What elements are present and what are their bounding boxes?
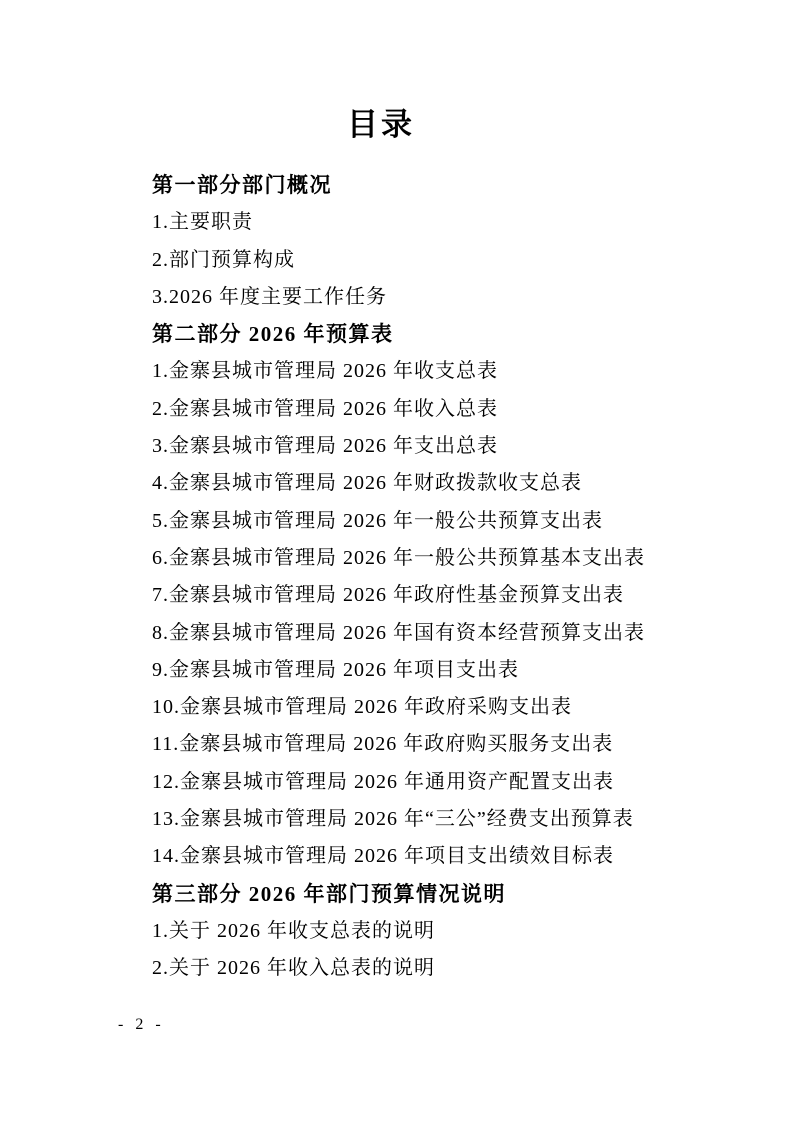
toc-item: 3.2026 年度主要工作任务 — [152, 285, 387, 308]
page-number: - 2 - — [118, 1016, 165, 1033]
toc-item: 13.金寨县城市管理局 2026 年“三公”经费支出预算表 — [152, 808, 634, 831]
toc-section-heading-2: 第二部分 2026 年预算表 — [152, 322, 394, 347]
toc-section-heading-1: 第一部分部门概况 — [152, 173, 332, 197]
toc-item: 1.主要职责 — [152, 211, 253, 234]
toc-item: 8.金寨县城市管理局 2026 年国有资本经营预算支出表 — [152, 621, 645, 644]
toc-item: 9.金寨县城市管理局 2026 年项目支出表 — [152, 658, 519, 681]
toc-item: 1.金寨县城市管理局 2026 年收支总表 — [152, 360, 498, 383]
toc-item: 6.金寨县城市管理局 2026 年一般公共预算基本支出表 — [152, 546, 645, 569]
toc-item: 4.金寨县城市管理局 2026 年财政拨款收支总表 — [152, 472, 582, 495]
toc-item: 14.金寨县城市管理局 2026 年项目支出绩效目标表 — [152, 845, 614, 868]
toc-item: 2.部门预算构成 — [152, 248, 295, 271]
toc-section-heading-3: 第三部分 2026 年部门预算情况说明 — [152, 881, 506, 906]
table-of-contents — [152, 167, 743, 988]
toc-item: 12.金寨县城市管理局 2026 年通用资产配置支出表 — [152, 770, 614, 793]
page-title: 目录 — [347, 106, 415, 142]
toc-item: 2.关于 2026 年收入总表的说明 — [152, 957, 435, 980]
toc-item: 11.金寨县城市管理局 2026 年政府购买服务支出表 — [152, 733, 614, 756]
toc-item: 2.金寨县城市管理局 2026 年收入总表 — [152, 397, 498, 420]
toc-item: 10.金寨县城市管理局 2026 年政府采购支出表 — [152, 696, 572, 719]
toc-item: 7.金寨县城市管理局 2026 年政府性基金预算支出表 — [152, 584, 624, 607]
toc-item: 5.金寨县城市管理局 2026 年一般公共预算支出表 — [152, 509, 603, 532]
toc-item: 3.金寨县城市管理局 2026 年支出总表 — [152, 435, 498, 458]
toc-item: 1.关于 2026 年收支总表的说明 — [152, 919, 435, 942]
